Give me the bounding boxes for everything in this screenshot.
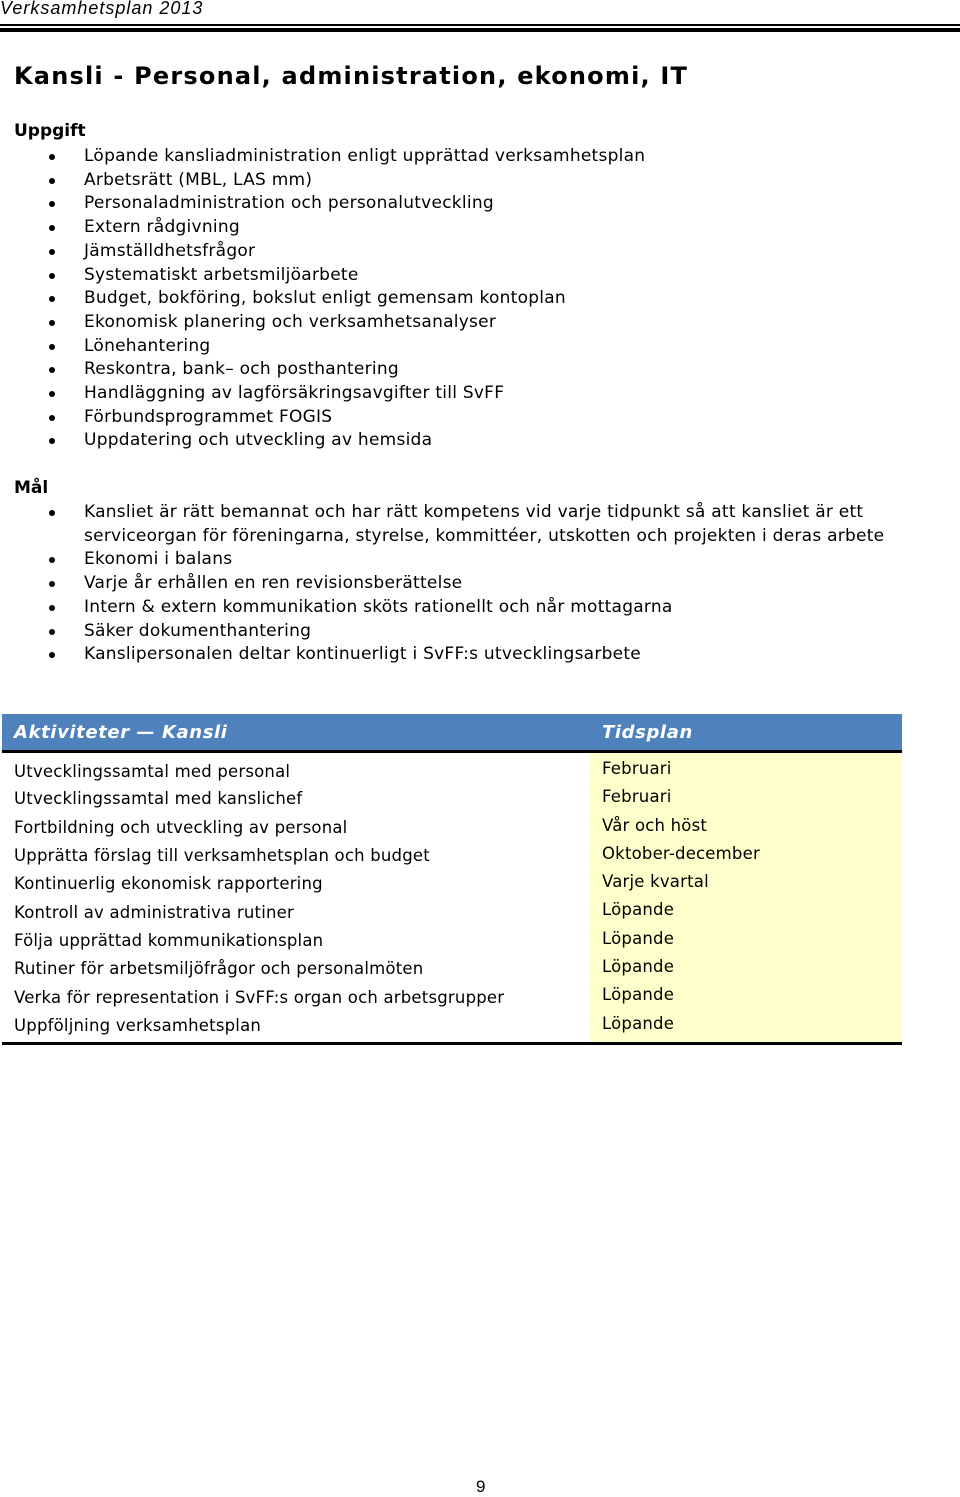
table-row bbox=[2, 785, 902, 813]
list-item-text: Extern rådgivning bbox=[84, 217, 240, 238]
list-item bbox=[0, 216, 955, 240]
schedule-cell: Oktober-december bbox=[590, 842, 902, 870]
bullet-icon bbox=[49, 225, 55, 231]
section-heading-uppgift: Uppgift bbox=[14, 121, 86, 141]
list-item bbox=[0, 311, 955, 335]
list-item-text: Uppdatering och utveckling av hemsida bbox=[84, 430, 433, 451]
list-item-text: Förbundsprogrammet FOGIS bbox=[84, 406, 333, 427]
header-rule-thin bbox=[0, 24, 960, 26]
activities-body bbox=[2, 752, 902, 1044]
activity-column-header: Aktiviteter — Kansli bbox=[2, 714, 590, 752]
activity-cell: Verka för representation i SvFF:s organ och arbetsgrupper bbox=[2, 983, 590, 1011]
section-heading-mal: Mål bbox=[14, 478, 49, 498]
list-item bbox=[0, 192, 955, 216]
running-title: Verksamhetsplan 2013 bbox=[0, 0, 204, 18]
list-item-text: Löpande kansliadministration enligt upprättad verksamhetsplan bbox=[84, 146, 646, 166]
list-item-text: Kanslipersonalen deltar kontinuerligt i SvFF:s utvecklingsarbete bbox=[84, 644, 641, 665]
bullet-icon bbox=[49, 273, 55, 279]
bullet-icon bbox=[49, 581, 55, 587]
table-row bbox=[2, 842, 902, 870]
table-row bbox=[2, 752, 902, 786]
list-item bbox=[0, 264, 955, 288]
bullet-icon bbox=[49, 438, 55, 444]
schedule-cell: Löpande bbox=[590, 927, 902, 955]
table-row bbox=[2, 983, 902, 1011]
activity-cell: Fortbildning och utveckling av personal bbox=[2, 814, 590, 842]
list-item bbox=[0, 620, 955, 644]
bullet-icon bbox=[49, 178, 55, 184]
table-row bbox=[2, 870, 902, 898]
list-item bbox=[0, 643, 955, 667]
page-number: 9 bbox=[476, 1477, 486, 1496]
activity-cell: Kontroll av administrativa rutiner bbox=[2, 898, 590, 926]
bullet-icon bbox=[49, 629, 55, 635]
activities-table bbox=[2, 714, 902, 1045]
activity-cell: Följa upprättad kommunikationsplan bbox=[2, 927, 590, 955]
list-item bbox=[0, 382, 955, 406]
list-item-text: Reskontra, bank– och posthantering bbox=[84, 359, 399, 380]
list-item-text: Handläggning av lagförsäkringsavgifter till SvFF bbox=[84, 383, 505, 404]
list-item bbox=[0, 145, 955, 169]
bullet-icon bbox=[49, 605, 55, 611]
list-item-text: Varje år erhållen en ren revisionsberättelse bbox=[84, 573, 463, 594]
list-item bbox=[0, 501, 955, 548]
page-header bbox=[0, 0, 960, 36]
activities-header-row bbox=[2, 714, 902, 752]
list-item bbox=[0, 240, 955, 264]
activity-cell: Uppföljning verksamhetsplan bbox=[2, 1012, 590, 1044]
bullet-icon bbox=[49, 510, 55, 516]
list-item bbox=[0, 406, 955, 430]
list-item-text: Ekonomisk planering och verksamhetsanalyser bbox=[84, 311, 497, 332]
list-item bbox=[0, 596, 955, 620]
list-item bbox=[0, 169, 955, 193]
bullet-icon bbox=[49, 249, 55, 255]
table-row bbox=[2, 1012, 902, 1044]
list-item bbox=[0, 287, 955, 311]
schedule-cell: Vår och höst bbox=[590, 814, 902, 842]
table-row bbox=[2, 955, 902, 983]
list-item bbox=[0, 335, 955, 359]
activity-cell: Upprätta förslag till verksamhetsplan och budget bbox=[2, 842, 590, 870]
activity-cell: Utvecklingssamtal med kanslichef bbox=[2, 785, 590, 813]
schedule-cell: Februari bbox=[590, 752, 902, 786]
header-rule-thick bbox=[0, 28, 960, 32]
table-row bbox=[2, 898, 902, 926]
bullet-icon bbox=[49, 344, 55, 350]
schedule-cell: Varje kvartal bbox=[590, 870, 902, 898]
table-row bbox=[2, 814, 902, 842]
schedule-column-header: Tidsplan bbox=[590, 714, 902, 752]
activity-cell: Rutiner för arbetsmiljöfrågor och personalmöten bbox=[2, 955, 590, 983]
bullet-icon bbox=[49, 557, 55, 563]
list-item bbox=[0, 572, 955, 596]
list-item-text: Ekonomi i balans bbox=[84, 549, 233, 570]
list-item-text: Jämställdhetsfrågor bbox=[84, 240, 256, 261]
list-item-text: Arbetsrätt (MBL, LAS mm) bbox=[84, 169, 313, 190]
schedule-cell: Löpande bbox=[590, 955, 902, 983]
schedule-cell: Löpande bbox=[590, 898, 902, 926]
table-row bbox=[2, 927, 902, 955]
activity-cell: Utvecklingssamtal med personal bbox=[2, 752, 590, 786]
list-item-text: Säker dokumenthantering bbox=[84, 620, 312, 641]
mal-list bbox=[0, 501, 955, 667]
list-item-text: Kansliet är rätt bemannat och har rätt kompetens vid varje tidpunkt så att kansliet är ett serviceorgan för föreningarna, styrelse, kommittéer, utskotten och projekten i deras arbete bbox=[84, 502, 885, 546]
bullet-icon bbox=[49, 296, 55, 302]
schedule-cell: Februari bbox=[590, 785, 902, 813]
schedule-cell: Löpande bbox=[590, 983, 902, 1011]
bullet-icon bbox=[49, 391, 55, 397]
list-item-text: Intern & extern kommunikation sköts rationellt och når mottagarna bbox=[84, 596, 673, 617]
bullet-icon bbox=[49, 320, 55, 326]
list-item-text: Systematiskt arbetsmiljöarbete bbox=[84, 264, 359, 285]
list-item bbox=[0, 358, 955, 382]
activity-cell: Kontinuerlig ekonomisk rapportering bbox=[2, 870, 590, 898]
bullet-icon bbox=[49, 415, 55, 421]
bullet-icon bbox=[49, 154, 55, 160]
page-title: Kansli - Personal, administration, ekonomi, IT bbox=[14, 62, 689, 90]
bullet-icon bbox=[49, 367, 55, 373]
list-item-text: Budget, bokföring, bokslut enligt gemensam kontoplan bbox=[84, 288, 566, 309]
bullet-icon bbox=[49, 652, 55, 658]
list-item-text: Lönehantering bbox=[84, 335, 211, 356]
list-item-text: Personaladministration och personalutveckling bbox=[84, 193, 494, 214]
uppgift-list bbox=[0, 145, 955, 453]
list-item bbox=[0, 429, 955, 453]
schedule-cell: Löpande bbox=[590, 1012, 902, 1044]
list-item bbox=[0, 548, 955, 572]
bullet-icon bbox=[49, 201, 55, 207]
